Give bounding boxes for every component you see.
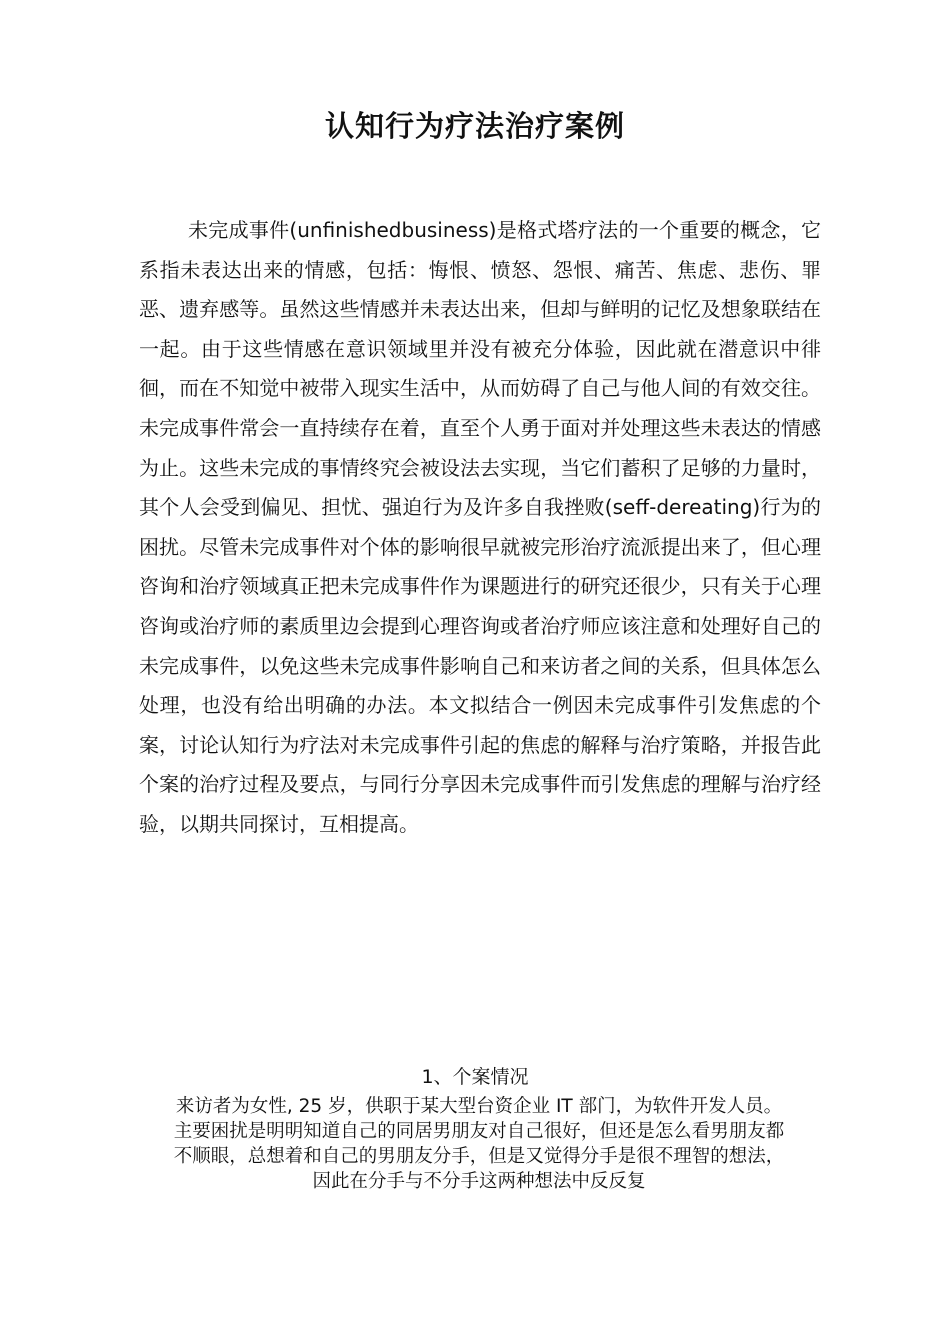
case-description-paragraph: 来访者为女性, 25 岁，供职于某大型台资企业 IT 部门，为软件开发人员。主要困扰是明明知道自己的同居男朋友对自己很好，但还是怎么看男朋友都不顺眼，总想着和自己的男朋友分手，但是又觉得分手是很不理智的想法，因此在分手与不分手这两种想法中反反复	[173, 1096, 785, 1192]
document-title: 认知行为疗法治疗案例	[324, 109, 625, 143]
section-heading-case: 1、个案情况	[421, 1066, 529, 1088]
intro-paragraph: 未完成事件(unfinishedbusiness)是格式塔疗法的一个重要的概念，它系指未表达出来的情感，包括：悔恨、愤怒、怨恨、痛苦、焦虑、悲伤、罪恶、遗弃感等。虽然这些情感并未表达出来，但却与鲜明的记忆及想象联结在一起。由于这些情感在意识领域里并没有被充分体验，因此就在潜意识中徘徊，而在不知觉中被带入现实生活中，从而妨碍了自己与他人间的有效交往。未完成事件常会一直持续存在着，直至个人勇于面对并处理这些未表达的情感为止。这些未完成的事情终究会被设法去实现，当它们蓄积了足够的力量时，其个人会受到偏见、担忧、强迫行为及许多自我挫败(seff-dereating)行为的困扰。尽管未完成事件对个体的影响很早就被完形治疗流派提出来了，但心理咨询和治疗领域真正把未完成事件作为课题进行的研究还很少，只有关于心理咨询或治疗师的素质里边会提到心理咨询或者治疗师应该注意和处理好自己的未完成事件，以免这些未完成事件影响自己和来访者之间的关系，但具体怎么处理，也没有给出明确的办法。本文拟结合一例因未完成事件引发焦虑的个案，讨论认知行为疗法对未完成事件引起的焦虑的解释与治疗策略，并报告此个案的治疗过程及要点，与同行分享因未完成事件而引发焦虑的理解与治疗经验，以期共同探讨，互相提高。	[139, 218, 821, 836]
